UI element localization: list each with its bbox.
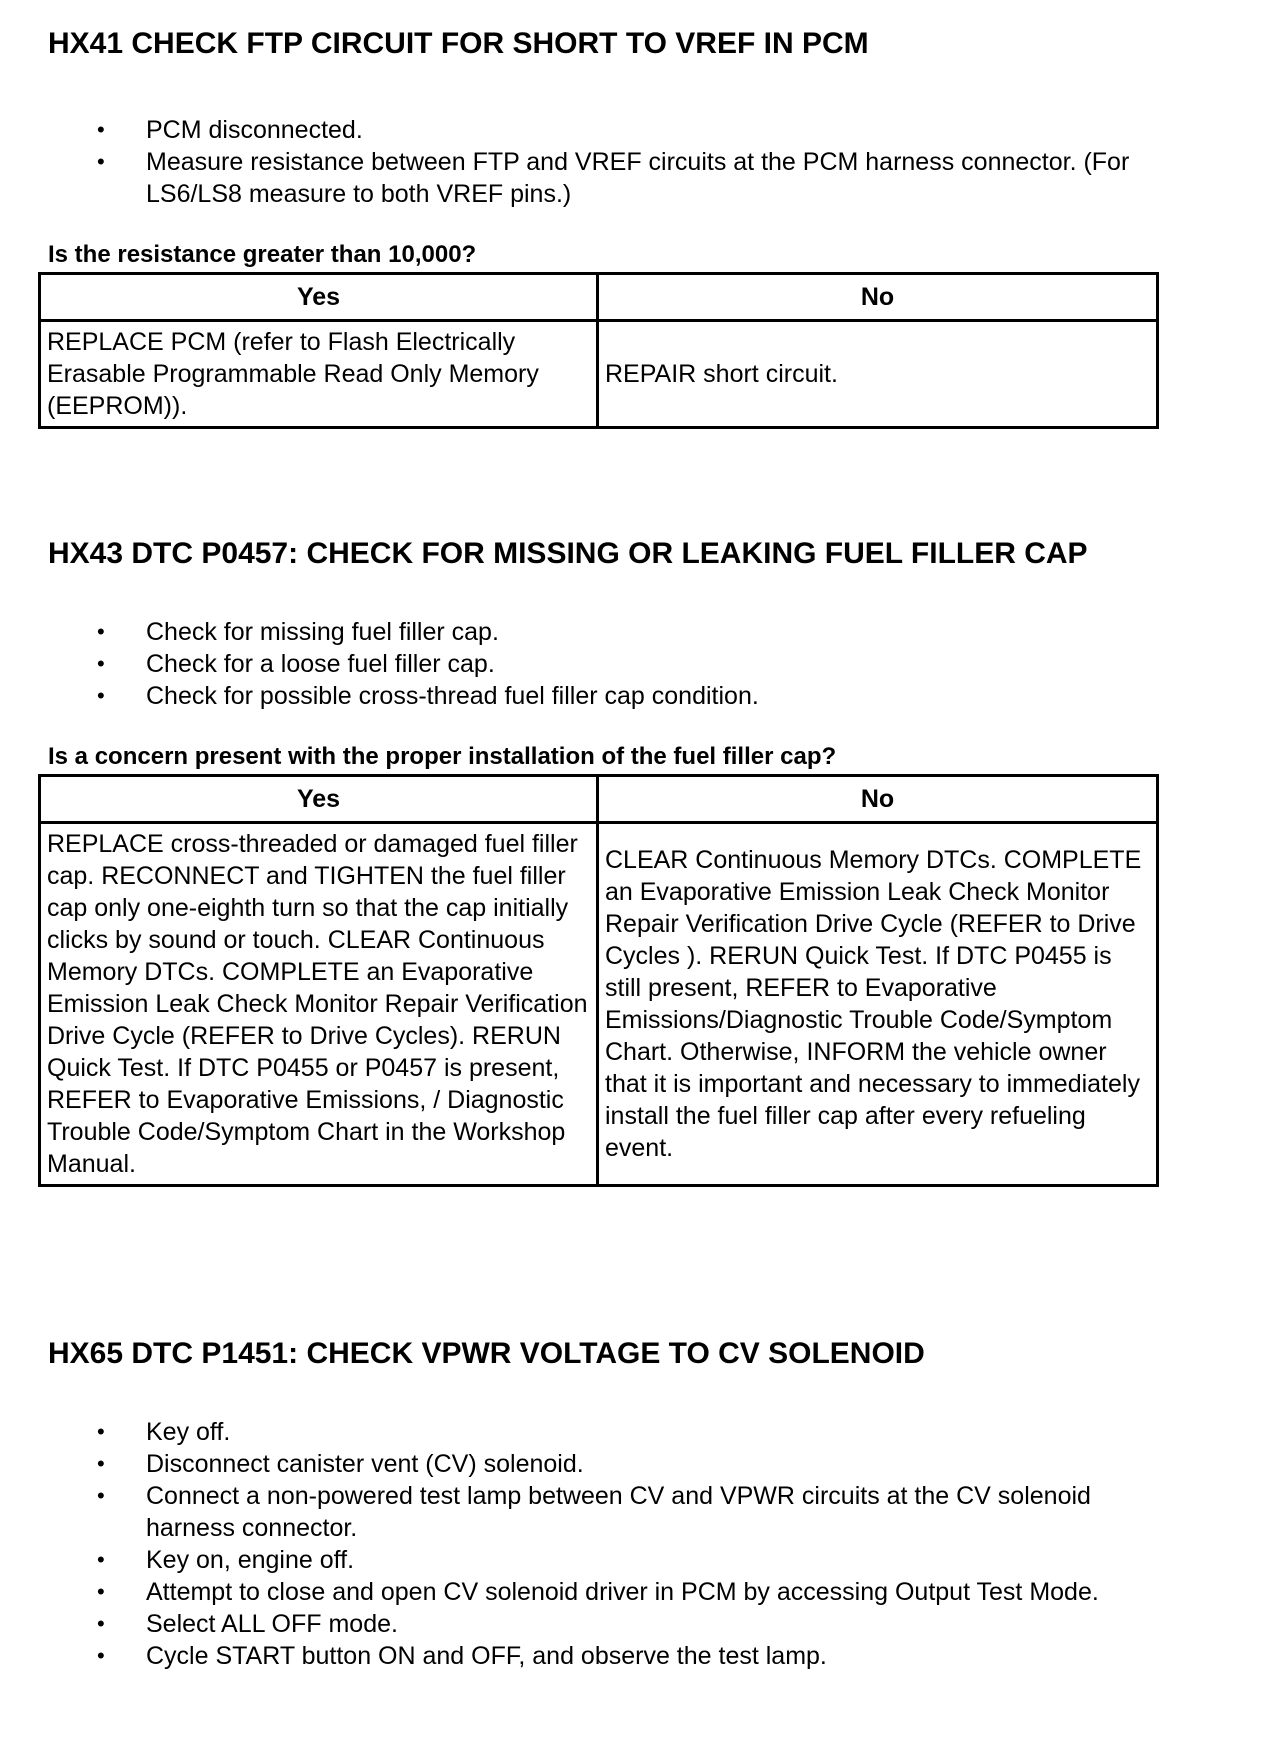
- section-hx65: [48, 1332, 1258, 1672]
- list-item: • Measure resistance between FTP and VREF circuits at the PCM harness connector. (For LS6/LS8 measure to both VREF pins.): [48, 146, 1258, 210]
- no-cell: REPAIR short circuit.: [598, 321, 1158, 428]
- yes-no-table: [38, 774, 1159, 1187]
- section-hx41: [48, 22, 1258, 429]
- no-header: No: [598, 776, 1158, 823]
- list-item: • Select ALL OFF mode.: [48, 1608, 1258, 1640]
- bullet-list: [48, 616, 1258, 712]
- question-text: Is a concern present with the proper installation of the fuel filler cap?: [48, 743, 837, 770]
- list-item: • Disconnect canister vent (CV) solenoid.: [48, 1448, 1258, 1480]
- list-item: • Key on, engine off.: [48, 1544, 1258, 1576]
- list-item: • Key off.: [48, 1416, 1258, 1448]
- yes-cell: REPLACE PCM (refer to Flash Electrically Erasable Programmable Read Only Memory (EEPROM)).: [40, 321, 598, 428]
- list-item: • Check for a loose fuel filler cap.: [48, 648, 1258, 680]
- list-item: • Attempt to close and open CV solenoid driver in PCM by accessing Output Test Mode.: [48, 1576, 1258, 1608]
- no-header: No: [598, 274, 1158, 321]
- no-cell: CLEAR Continuous Memory DTCs. COMPLETE an Evaporative Emission Leak Check Monitor Repair Verification Drive Cycle (REFER to Drive Cycles ). RERUN Quick Test. If DTC P0455 is still present, REFER to Evaporative Emissions/Diagnostic Trouble Code/Symptom Chart. Otherwise, INFORM the vehicle owner that it is important and necessary to immediately install the fuel filler cap after every refueling event.: [598, 823, 1158, 1186]
- section-title: HX43 DTC P0457: CHECK FOR MISSING OR LEAKING FUEL FILLER CAP: [48, 537, 1088, 570]
- bullet-list: [48, 114, 1258, 210]
- yes-header: Yes: [40, 776, 598, 823]
- bullet-list: [48, 1416, 1258, 1672]
- yes-header: Yes: [40, 274, 598, 321]
- section-title: HX41 CHECK FTP CIRCUIT FOR SHORT TO VREF IN PCM: [48, 27, 869, 60]
- section-title: HX65 DTC P1451: CHECK VPWR VOLTAGE TO CV SOLENOID: [48, 1337, 925, 1370]
- list-item: • Check for missing fuel filler cap.: [48, 616, 1258, 648]
- question-text: Is the resistance greater than 10,000?: [48, 241, 477, 268]
- list-item: • Check for possible cross-thread fuel filler cap condition.: [48, 680, 1258, 712]
- list-item: • Connect a non-powered test lamp between CV and VPWR circuits at the CV solenoid harness connector.: [48, 1480, 1258, 1544]
- yes-cell: REPLACE cross-threaded or damaged fuel filler cap. RECONNECT and TIGHTEN the fuel filler cap only one-eighth turn so that the cap initially clicks by sound or touch. CLEAR Continuous Memory DTCs. COMPLETE an Evaporative Emission Leak Check Monitor Repair Verification Drive Cycle (REFER to Drive Cycles). RERUN Quick Test. If DTC P0455 or P0457 is present, REFER to Evaporative Emissions, / Diagnostic Trouble Code/Symptom Chart in the Workshop Manual.: [40, 823, 598, 1186]
- section-hx43: [48, 532, 1258, 1187]
- list-item: • Cycle START button ON and OFF, and observe the test lamp.: [48, 1640, 1258, 1672]
- list-item: • PCM disconnected.: [48, 114, 1258, 146]
- yes-no-table: [38, 272, 1159, 429]
